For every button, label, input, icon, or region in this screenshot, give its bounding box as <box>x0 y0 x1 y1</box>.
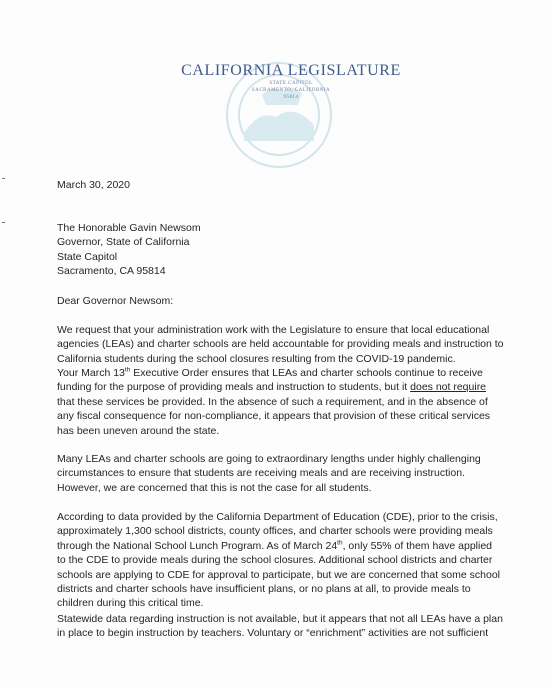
recipient-address <box>57 221 201 279</box>
paragraph-line <box>57 366 527 380</box>
text-run: Your March 13 <box>57 367 125 379</box>
letterhead <box>0 62 552 101</box>
paragraph-line: circumstances to ensure that students are receiving meals and are receiving instruction. <box>57 467 465 480</box>
letterhead-line-1: STATE CAPITOL <box>269 81 313 86</box>
scan-edge-mark <box>2 178 5 179</box>
text-run: through the National School Lunch Program. As of March 24 <box>57 539 338 552</box>
paragraph-line <box>57 380 527 394</box>
paragraph-line <box>57 539 527 553</box>
paragraph-line: has been uneven around the state. <box>57 424 220 437</box>
text-run: Executive Order ensures that LEAs and charter schools continue to receive <box>130 367 483 379</box>
letterhead-line-2: SACRAMENTO, CALIFORNIA <box>251 88 331 93</box>
salutation: Dear Governor Newsom: <box>57 295 174 307</box>
superscript: th <box>124 366 131 374</box>
paragraph-line: Statewide data regarding instruction is not available, but it appears that not all LEAs have a plan <box>57 613 503 625</box>
paragraph-line: any fiscal consequence for non-compliance, it appears that provision of these critical services <box>57 410 491 423</box>
paragraph-5 <box>57 612 527 641</box>
paragraph-line: to the CDE to provide meals during the school closures. Additional school districts and charter <box>57 554 493 567</box>
text-run: funding for the purpose of providing meals and instruction to students, but it <box>57 381 411 394</box>
paragraph-line: According to data provided by the California Department of Education (CDE), prior to the crisis, <box>57 511 498 523</box>
text-run: , only 55% of them have applied <box>342 539 493 552</box>
paragraph-2 <box>57 366 527 438</box>
paragraph-line: districts and charter schools have insufficient plans, or no plans at all, to provide meals to <box>57 583 471 596</box>
paragraph-line: California students during the school closures resulting from the COVID-19 pandemic. <box>57 352 456 365</box>
paragraph-line: We request that your administration work with the Legislature to ensure that local educational <box>57 324 490 336</box>
underlined-text: does not require <box>410 381 487 394</box>
paragraph-4 <box>57 510 527 611</box>
paragraph-line: in place to begin instruction by teachers. Voluntary or “enrichment” activities are not sufficient <box>57 627 489 640</box>
paragraph-line: Many LEAs and charter schools are going to extraordinary lengths under highly challenging <box>57 453 481 465</box>
paragraph-line: that these services be provided. In the absence of such a requirement, and in the absence of <box>57 395 488 408</box>
recipient-line: Sacramento, CA 95814 <box>57 265 166 278</box>
recipient-line: State Capitol <box>57 250 118 263</box>
paragraph-line: approximately 1,300 school districts, county offices, and charter schools were providing meals <box>57 525 493 538</box>
letter-date: March 30, 2020 <box>57 179 130 191</box>
paragraph-line: schools are applying to CDE for approval to participate, but we are concerned that some school <box>57 568 500 581</box>
scan-edge-mark <box>2 222 5 223</box>
paragraph-line: children during this critical time. <box>57 597 204 610</box>
paragraph-line: However, we are concerned that this is not the case for all students. <box>57 481 372 494</box>
letterhead-title: CALIFORNIA LEGISLATURE <box>181 62 401 79</box>
letterhead-line-3: 95814 <box>283 95 299 100</box>
paragraph-3 <box>57 452 527 495</box>
superscript: th <box>337 539 343 547</box>
paragraph-line: agencies (LEAs) and charter schools are held accountable for providing meals and instruction to <box>57 338 504 351</box>
paragraph-1 <box>57 323 527 366</box>
recipient-line: Governor, State of California <box>57 236 190 249</box>
recipient-line: The Honorable Gavin Newsom <box>57 222 201 234</box>
